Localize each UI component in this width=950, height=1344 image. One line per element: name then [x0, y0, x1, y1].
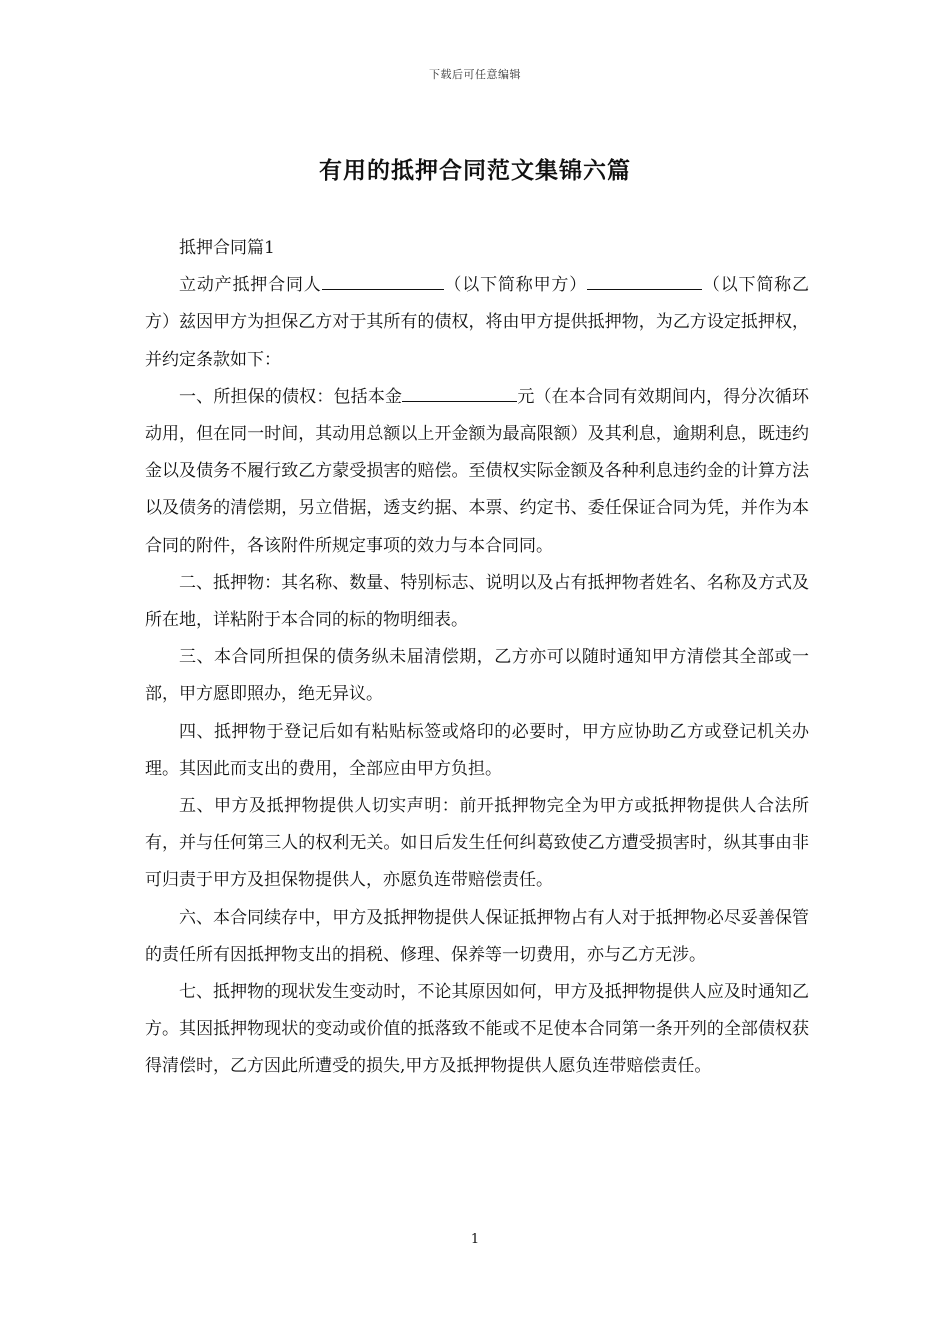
- clause-1: [145, 379, 809, 565]
- page-number: 1: [470, 1232, 480, 1247]
- clause-2: 二、抵押物：其名称、数量、特别标志、说明以及占有抵押物者姓名、名称及方式及所在地，详粘附于本合同的标的物明细表。: [145, 572, 809, 631]
- clause-7: 七、抵押物的现状发生变动时，不论其原因如何，甲方及抵押物提供人应及时通知乙方。其因抵押物现状的变动或价值的抵落致不能或不足使本合同第一条开列的全部债权获得清偿时，乙方因此所遭受的损失,甲方及抵押物提供人愿负连带赔偿责任。: [145, 982, 809, 1077]
- section-heading: 抵押合同篇1: [179, 238, 275, 258]
- clause-1-text-1: 一、所担保的债权：包括本金: [179, 386, 403, 407]
- clause-5: 五、甲方及抵押物提供人切实声明：前开抵押物完全为甲方或抵押物提供人合法所有，并与任何第三人的权利无关。如日后发生任何纠葛致使乙方遭受损害时，纵其事由非可归责于甲方及担保物提供人，亦愿负连带赔偿责任。: [145, 796, 809, 891]
- clause-4: 四、抵押物于登记后如有粘贴标签或烙印的必要时，甲方应协助乙方或登记机关办理。其因此而支出的费用，全部应由甲方负担。: [145, 721, 809, 779]
- intro-text-3: （以下简称乙方）兹因甲方为担保乙方对于其所有的债权，将由甲方提供抵押物，为乙方设定抵押权，并约定条款如下：: [145, 275, 810, 370]
- intro-text-1: 立动产抵押合同人: [179, 275, 322, 296]
- intro-paragraph: [145, 267, 809, 379]
- clause-6: 六、本合同续存中，甲方及抵押物提供人保证抵押物占有人对于抵押物必尽妥善保管的责任所有因抵押物支出的捐税、修理、保养等一切费用，亦与乙方无涉。: [145, 907, 809, 965]
- clause-3: 三、本合同所担保的债务纵未届清偿期，乙方亦可以随时通知甲方清偿其全部或一部，甲方愿即照办，绝无异议。: [145, 647, 809, 705]
- document-title: 有用的抵押合同范文集锦六篇: [319, 157, 631, 184]
- clause-1-text-2: 元（在本合同有效期间内，得分次循环动用，但在同一时间，其动用总额以上开金额为最高限额）及其利息，逾期利息，既违约金以及债务不履行致乙方蒙受损害的赔偿。至债权实际金额及各种利息违约金的计算方法以及债务的清偿期，另立借据，透支约据、本票、约定书、委任保证合同为凭，并作为本合同的附件，各该附件所规定事项的效力与本合同同。: [145, 386, 810, 556]
- intro-text-2: （以下简称甲方）: [443, 275, 588, 296]
- principal-amount-blank: [402, 385, 517, 402]
- party-b-blank: [587, 273, 702, 290]
- header-note: 下载后可任意编辑: [429, 68, 521, 81]
- document-body: [145, 230, 809, 1086]
- party-a-blank: [322, 273, 444, 290]
